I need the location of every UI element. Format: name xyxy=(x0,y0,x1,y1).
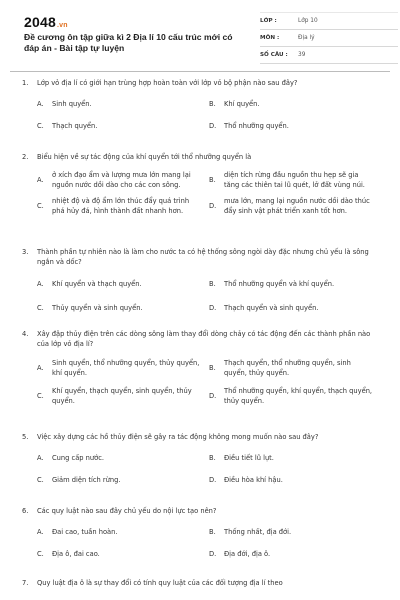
option-text: mưa lớn, mang lại nguồn nước dồi dào thúc đẩy sinh vật phát triển xanh tốt hơn. xyxy=(224,197,370,215)
option-text: Sinh quyển. xyxy=(52,100,92,109)
option-text: Địa ô, đai cao. xyxy=(52,550,100,559)
question-item xyxy=(22,329,382,411)
meta-key: SỐ CÂU : xyxy=(260,52,288,58)
answer-options xyxy=(37,94,382,138)
answer-option-b[interactable] xyxy=(209,522,381,544)
option-text: diện tích rừng đầu nguồn thu hẹp sẽ gia tăng các thiên tai lũ quét, lở đất vùng núi. xyxy=(224,171,365,189)
question-text: Lớp vỏ địa lí có giới hạn trùng hợp hoàn toàn với lớp vỏ bộ phận nào sau đây? xyxy=(37,79,298,87)
question-number: 2. xyxy=(22,153,29,161)
option-letter: C. xyxy=(37,304,44,313)
option-text: Đai cao, tuần hoàn. xyxy=(52,528,118,537)
answer-option-b[interactable] xyxy=(209,94,381,116)
meta-value: Địa lý xyxy=(298,35,315,41)
option-letter: D. xyxy=(209,550,217,559)
question-text: Quy luật địa ô là sự thay đổi có tính quy luật của các đối tượng địa lí theo xyxy=(37,579,283,587)
option-letter: D. xyxy=(209,122,217,131)
meta-key: LỚP : xyxy=(260,18,277,24)
option-letter: A. xyxy=(37,364,44,373)
option-letter: B. xyxy=(209,528,216,537)
answer-options xyxy=(37,448,382,492)
option-letter: B. xyxy=(209,364,216,373)
option-letter: C. xyxy=(37,476,44,485)
site-logo[interactable] xyxy=(24,14,68,30)
answer-option-a[interactable] xyxy=(37,94,209,116)
document-title: Đề cương ôn tập giữa kì 2 Địa lí 10 cấu trúc mới có đáp án - Bài tập tự luyện xyxy=(24,32,233,53)
answer-option-d[interactable] xyxy=(209,297,381,321)
option-letter: D. xyxy=(209,304,217,313)
answer-options xyxy=(37,522,382,566)
question-text: Thành phần tự nhiên nào là làm cho nước ta có hệ thống sông ngòi dày đặc nhưng chủ yếu là sông ngắn và dốc? xyxy=(37,248,369,266)
option-text: Sinh quyển, thổ nhưỡng quyển, thủy quyển, khí quyển. xyxy=(52,359,200,377)
option-text: Địa đới, địa ô. xyxy=(224,550,271,559)
logo-suffix: .vn xyxy=(56,22,68,29)
option-letter: D. xyxy=(209,476,217,485)
question-item xyxy=(22,152,382,220)
question-stem xyxy=(22,578,382,588)
question-number: 6. xyxy=(22,507,29,515)
option-letter: D. xyxy=(209,202,217,211)
answer-option-d[interactable] xyxy=(209,470,381,492)
question-text: Các quy luật nào sau đây chủ yếu do nội lực tạo nên? xyxy=(37,507,217,515)
answer-option-c[interactable] xyxy=(37,116,209,138)
option-letter: A. xyxy=(37,176,44,185)
option-text: Thổ nhưỡng quyển, khí quyển, thạch quyển, thủy quyển. xyxy=(224,387,373,405)
meta-row-subject xyxy=(260,30,398,47)
answer-options xyxy=(37,273,382,321)
meta-value: 39 xyxy=(298,52,306,58)
option-letter: A. xyxy=(37,454,44,463)
answer-option-a[interactable] xyxy=(37,355,209,383)
answer-option-d[interactable] xyxy=(209,544,381,566)
meta-key: MÔN : xyxy=(260,35,280,41)
meta-table xyxy=(260,12,398,64)
answer-options xyxy=(37,168,382,220)
question-number: 7. xyxy=(22,579,29,587)
document-header xyxy=(14,0,386,66)
question-text: Việc xây dựng các hồ thủy điện sẽ gây ra tác động không mong muốn nào sau đây? xyxy=(37,433,319,441)
option-text: ở xích đạo ẩm và lượng mưa lớn mang lại nguồn nước dồi dào cho các con sông. xyxy=(52,171,191,189)
option-text: Thổ nhưỡng quyển. xyxy=(224,122,289,131)
answer-option-a[interactable] xyxy=(37,273,209,297)
answer-options xyxy=(37,355,382,411)
question-text: Xây đập thủy điện trên các dòng sông làm thay đổi dòng chảy có tác động đến các thành phần nào của lớp vỏ địa lí? xyxy=(37,330,371,348)
option-text: Thủy quyển và sinh quyển. xyxy=(52,304,143,313)
option-letter: A. xyxy=(37,280,44,289)
option-letter: C. xyxy=(37,202,44,211)
option-letter: B. xyxy=(209,100,216,109)
meta-row-class xyxy=(260,12,398,30)
question-item xyxy=(22,578,382,588)
answer-option-c[interactable] xyxy=(37,470,209,492)
question-stem xyxy=(22,506,382,516)
answer-option-d[interactable] xyxy=(209,194,381,220)
answer-option-c[interactable] xyxy=(37,544,209,566)
answer-option-c[interactable] xyxy=(37,383,209,411)
question-stem xyxy=(22,152,382,162)
option-letter: A. xyxy=(37,528,44,537)
answer-option-b[interactable] xyxy=(209,168,381,194)
question-text: Biểu hiện về sự tác động của khí quyển tới thổ nhưỡng quyển là xyxy=(37,153,252,161)
answer-option-a[interactable] xyxy=(37,448,209,470)
option-text: Thạch quyển. xyxy=(52,122,98,131)
option-letter: B. xyxy=(209,454,216,463)
answer-option-d[interactable] xyxy=(209,116,381,138)
answer-option-a[interactable] xyxy=(37,168,209,194)
option-text: Thổ nhưỡng quyển và khí quyển. xyxy=(224,280,335,289)
option-letter: D. xyxy=(209,392,217,401)
option-text: Điều tiết lũ lụt. xyxy=(224,454,274,463)
answer-option-a[interactable] xyxy=(37,522,209,544)
option-letter: A. xyxy=(37,100,44,109)
option-text: nhiệt độ và độ ẩm lớn thúc đẩy quá trình phá hủy đá, hình thành đất nhanh hơn. xyxy=(52,197,190,215)
question-item xyxy=(22,78,382,138)
question-number: 4. xyxy=(22,330,29,338)
option-letter: C. xyxy=(37,550,44,559)
option-text: Thạch quyển và sinh quyển. xyxy=(224,304,319,313)
answer-option-d[interactable] xyxy=(209,383,381,411)
answer-option-b[interactable] xyxy=(209,448,381,470)
option-letter: B. xyxy=(209,176,216,185)
option-text: Thạch quyển, thổ nhưỡng quyển, sinh quyển, thủy quyển. xyxy=(224,359,351,377)
answer-option-b[interactable] xyxy=(209,355,381,383)
option-text: Thống nhất, địa đới. xyxy=(224,528,292,537)
question-stem xyxy=(22,247,382,267)
option-letter: C. xyxy=(37,392,44,401)
question-number: 3. xyxy=(22,248,29,256)
answer-option-b[interactable] xyxy=(209,273,381,297)
option-text: Khí quyển, thạch quyển, sinh quyển, thủy quyển. xyxy=(52,387,192,405)
question-stem xyxy=(22,78,382,88)
option-text: Giảm diện tích rừng. xyxy=(52,476,121,485)
question-item xyxy=(22,432,382,492)
answer-option-c[interactable] xyxy=(37,297,209,321)
option-text: Khí quyển. xyxy=(224,100,260,109)
option-text: Khí quyển và thạch quyển. xyxy=(52,280,142,289)
meta-value: Lớp 10 xyxy=(298,18,318,24)
option-text: Cung cấp nước. xyxy=(52,454,105,463)
question-stem xyxy=(22,432,382,442)
meta-row-count xyxy=(260,47,398,64)
question-item xyxy=(22,506,382,566)
question-number: 5. xyxy=(22,433,29,441)
option-letter: C. xyxy=(37,122,44,131)
question-item xyxy=(22,247,382,321)
option-text: Điều hòa khí hậu. xyxy=(224,476,283,485)
header-divider xyxy=(10,71,390,72)
logo-main: 2048 xyxy=(24,14,56,30)
option-letter: B. xyxy=(209,280,216,289)
answer-option-c[interactable] xyxy=(37,194,209,220)
question-number: 1. xyxy=(22,79,29,87)
question-stem xyxy=(22,329,382,349)
